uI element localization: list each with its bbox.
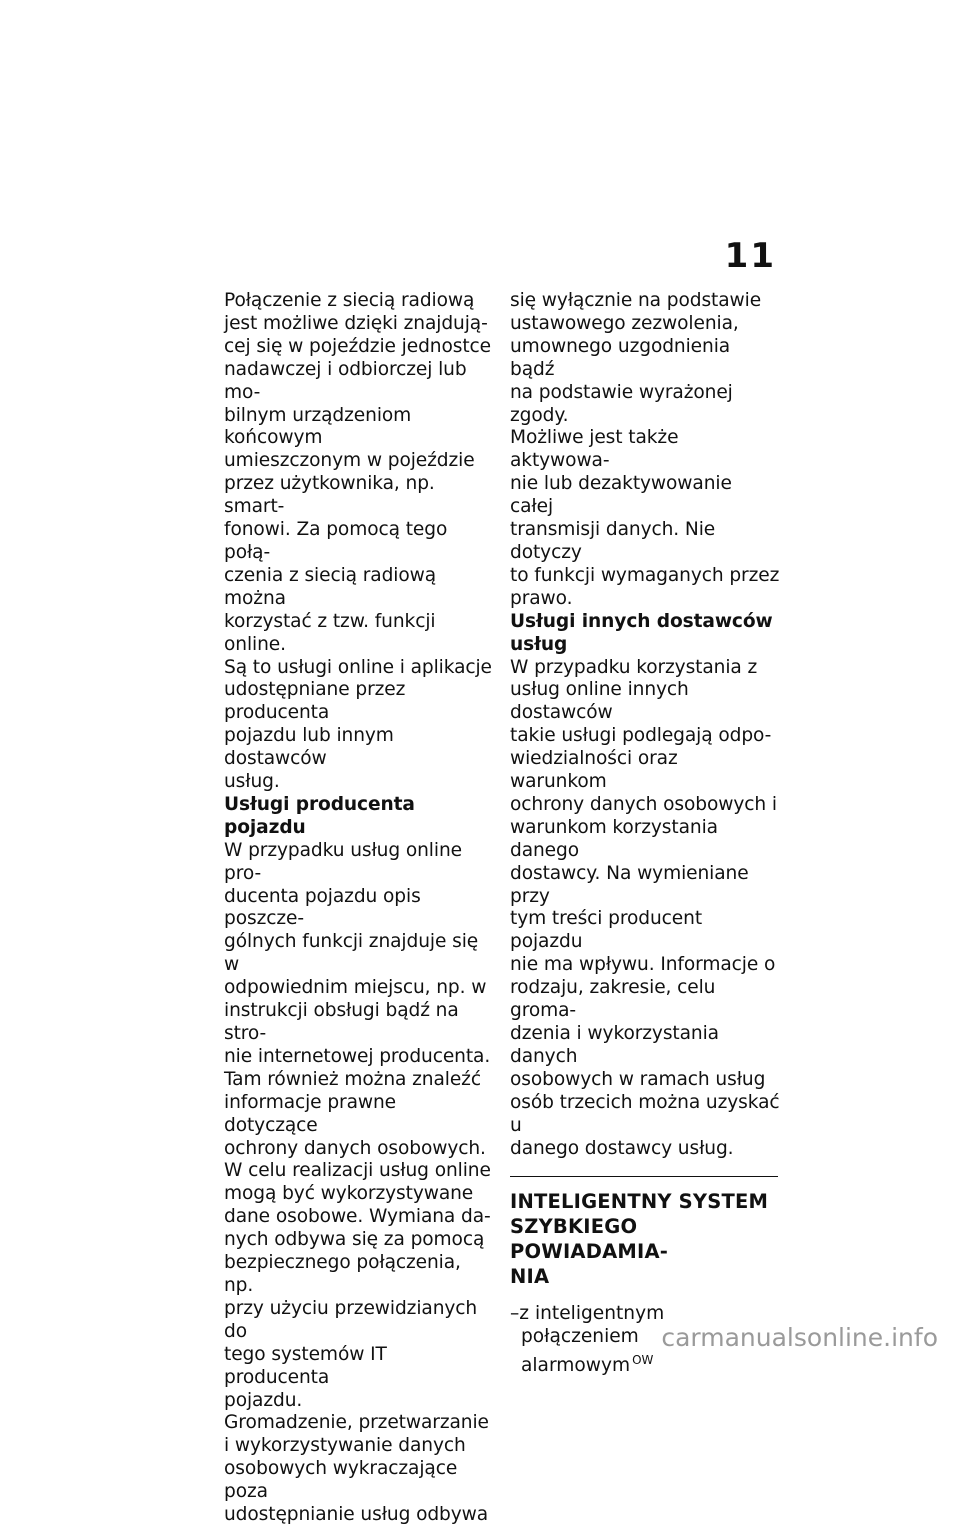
section-divider [510,1176,778,1177]
left-column [224,290,494,1527]
heading-manufacturer-services: Usługi producenta pojazdu [224,793,415,838]
right-column [510,290,780,1378]
list-item-text: –z inteligentnym połączeniem alarmowym [510,1303,665,1377]
watermark: carmanualsonline.info [661,1323,938,1352]
section-title: INTELIGENTNY SYSTEM SZYBKIEGO POWIADAMIA- NIA [510,1190,769,1289]
data-processing-paragraph: Gromadzenie, przetwarzanie i wykorzystywanie danych osobowych wykraczające poza udostępnianie usług odbywa [224,1412,489,1526]
data-processing-continued: się wyłącznie na podstawie ustawowego zezwolenia, umownego uzgodnienia bądź na podstawie wyrażonej zgody. Możliwe jest także aktywowa- nie lub dezaktywowanie całej transmisji danych. Nie dotyczy to funkcji wymaganych przez prawo. [510,290,780,609]
option-code: OW [632,1353,654,1368]
third-party-services-paragraph: W przypadku korzystania z usług online innych dostawców takie usługi podlegają odpo- wiedzialności oraz warunkom ochrony danych osobowych i warunkom korzystania danego dostawcy. Na wymieniane przy tym treści producent pojazdu nie ma wpływu. Informacje o rodzaju, zakresie, celu groma- dzenia i wykorzystania danych osobowych w ramach usług osób trzecich można uzyskać u danego dostawcy usług. [510,656,780,1159]
intro-paragraph: Połączenie z siecią radiową jest możliwe dzięki znajdują- cej się w pojeździe jednostce nadawczej i odbiorczej lub mo- bilnym urządzeniom końcowym umieszczonym w pojeździe przez użytkownika, np. smart- fonowi. Za pomocą tego połą- czenia z siecią radiową można korzystać z tzw. funkcji online. Są to usługi online i aplikacje udostępniane przez producenta pojazdu lub innym dostawców usług. [224,290,492,793]
manufacturer-services-paragraph: W przypadku usług online pro- ducenta pojazdu opis poszcze- gólnych funkcji znajduje się w odpowiednim miejscu, np. w instrukcji obsługi bądź na stro- nie internetowej producenta. Tam również można znaleźć informacje prawne dotyczące ochrony danych osobowych. W celu realizacji usług online mogą być wykorzystywane dane osobowe. Wymiana da- nych odbywa się za pomocą bezpiecznego połączenia, np. przy użyciu przewidzianych do tego systemów IT producenta pojazdu. [224,839,491,1411]
heading-third-party-services: Usługi innych dostawców usług [510,610,773,655]
page-number: 11 [724,236,776,276]
